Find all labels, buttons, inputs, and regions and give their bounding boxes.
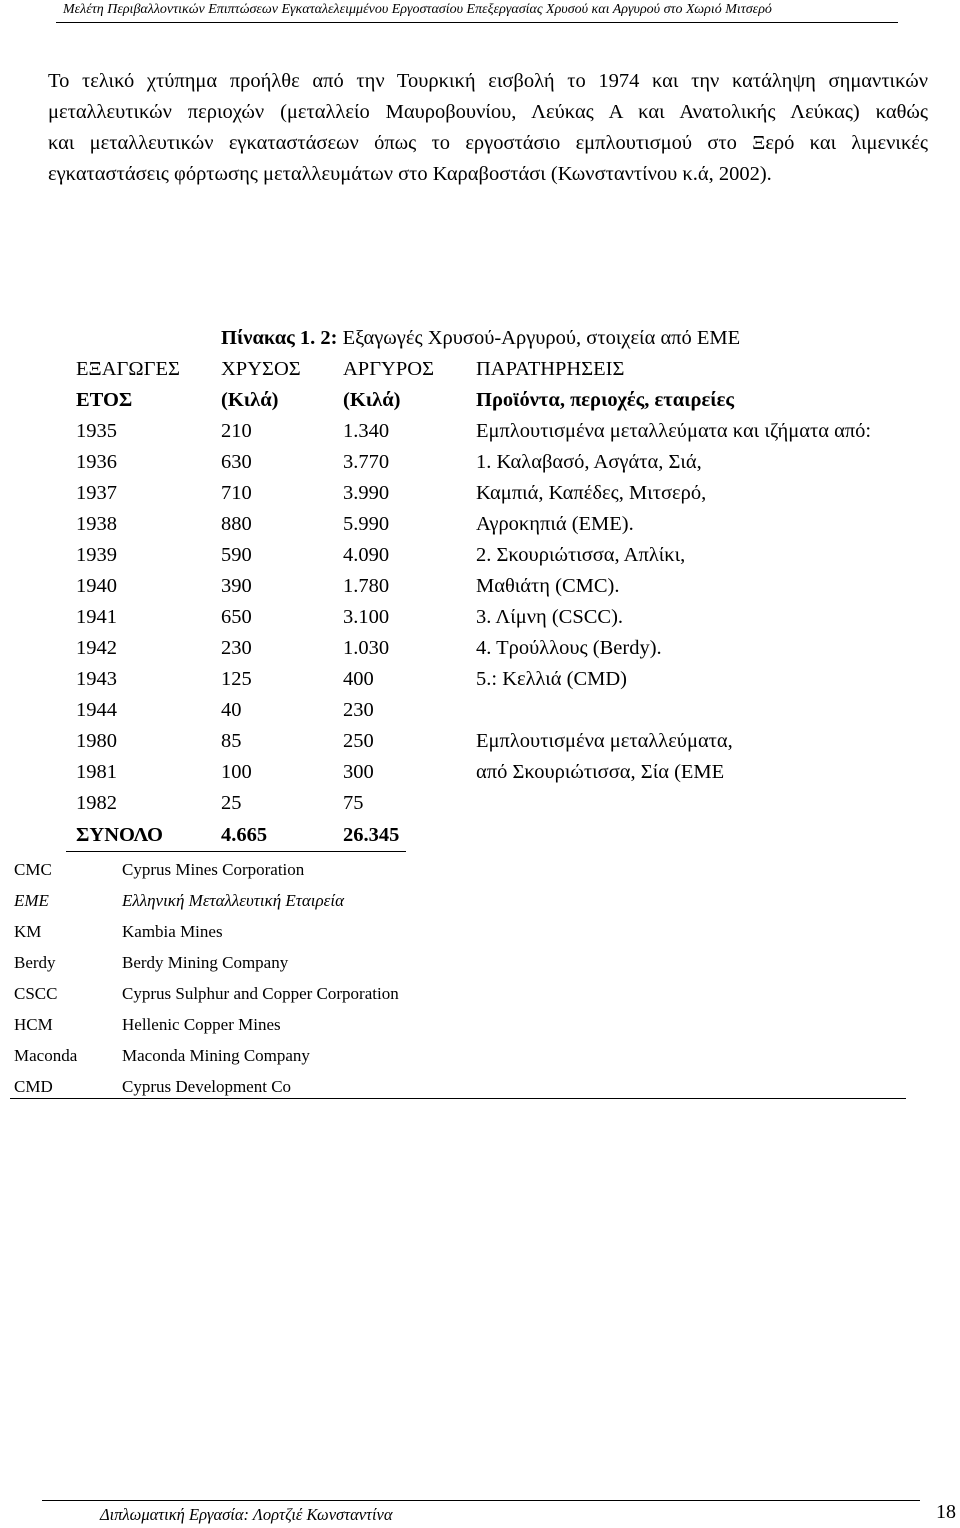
table-cell: 25 [221,792,242,814]
abbreviation-name: Berdy Mining Company [122,953,289,972]
abbreviation-name: Cyprus Sulphur and Copper Corporation [122,984,399,1003]
table-note-cell: Αγροκηπιά (ΕΜΕ). [476,513,634,535]
table-cell: 710 [221,482,252,504]
table-cell: 4.090 [343,544,390,566]
abbreviation-code: HCM [14,1015,53,1034]
footer-text: Διπλωματική Εργασία: Λορτζιέ Κωνσταντίνα [100,1505,393,1524]
paragraph-line: και μεταλλευτικών εγκαταστάσεων όπως το εργοστάσιο εμπλουτισμού στο Ξερό και λιμενικές [48,132,928,154]
table-cell: 1940 [76,575,117,597]
table-cell: 5.990 [343,513,390,535]
abbreviation-code: CMC [14,860,52,879]
abbreviation-code: CSCC [14,984,58,1003]
table-header-cell: ΑΡΓΥΡΟΣ [343,358,434,380]
abbreviation-rule [10,1098,906,1099]
abbreviation-name: Hellenic Copper Mines [122,1015,281,1034]
abbreviation-code: Maconda [14,1046,78,1065]
table-cell: 1935 [76,420,117,442]
abbreviation-name: Ελληνική Μεταλλευτική Εταιρεία [122,891,345,910]
table-cell: 3.100 [343,606,390,628]
table-caption-label: Πίνακας 1. 2: [221,327,338,349]
abbreviation-name: Cyprus Development Co [122,1077,292,1096]
abbreviation-code: CMD [14,1077,53,1096]
body-paragraph [48,66,928,190]
table-header-cell: ΠΑΡΑΤΗΡΗΣΕΙΣ [476,358,625,380]
table-cell: 590 [221,544,252,566]
table-header-cell: (Κιλά) [343,389,401,411]
table-total-cell: ΣΥΝΟΛΟ [76,824,163,846]
table-note-cell: Καμπιά, Καπέδες, Μιτσερό, [476,482,707,504]
table-header-cell: Προϊόντα, περιοχές, εταιρείες [476,389,735,411]
table-note-cell: Εμπλουτισμένα μεταλλεύματα, [476,730,733,752]
table-cell: 1936 [76,451,117,473]
table-cell: 250 [343,730,374,752]
abbreviation-code: Berdy [14,953,56,972]
table-cell: 1.340 [343,420,390,442]
table-cell: 1982 [76,792,117,814]
table-cell: 300 [343,761,374,783]
total-rule [66,851,406,852]
table-cell: 1.780 [343,575,390,597]
table-cell: 40 [221,699,242,721]
table-note-cell: Εμπλουτισμένα μεταλλεύματα και ιζήματα από: [476,420,872,442]
table-cell: 650 [221,606,252,628]
table-total-cell: 26.345 [343,824,400,846]
table-cell: 1939 [76,544,117,566]
table-header-cell: ΕΞΑΓΩΓΕΣ [76,358,180,380]
abbreviation-code: KM [14,922,42,941]
table-cell: 1937 [76,482,117,504]
table-cell: 230 [221,637,252,659]
table-cell: 1944 [76,699,117,721]
table-cell: 630 [221,451,252,473]
paragraph-line: μεταλλευτικών περιοχών (μεταλλείο Μαυροβουνίου, Λεύκας Α και Ανατολικής Λεύκας) καθώς [48,101,928,123]
table-note-cell: 3. Λίμνη (CSCC). [476,606,624,628]
table-header-cell: ΕΤΟΣ [76,389,133,411]
page-number: 18 [936,1501,956,1523]
table-note-cell: από Σκουριώτισσα, Σία (ΕΜΕ [476,761,725,783]
table-cell: 1.030 [343,637,390,659]
table-note-cell: Μαθιάτη (CMC). [476,575,620,597]
table-note-cell: 1. Καλαβασό, Ασγάτα, Σιά, [476,451,702,473]
running-title: Μελέτη Περιβαλλοντικών Επιπτώσεων Εγκαταλελειμμένου Εργοστασίου Επεξεργασίας Χρυσού και Αργυρού στο Χωριό Μιτσερό [63,2,772,17]
table-cell: 400 [343,668,374,690]
table-cell: 210 [221,420,252,442]
table-header-cell: (Κιλά) [221,389,279,411]
table-cell: 1943 [76,668,117,690]
table-cell: 1938 [76,513,117,535]
running-header [0,0,960,22]
abbreviation-name: Cyprus Mines Corporation [122,860,305,879]
table-cell: 1981 [76,761,117,783]
table-cell: 390 [221,575,252,597]
table-cell: 75 [343,792,364,814]
table-caption [221,327,740,350]
abbreviation-code: ΕΜΕ [14,891,49,910]
table-total-cell: 4.665 [221,824,268,846]
abbreviation-name: Kambia Mines [122,922,223,941]
table-cell: 1941 [76,606,117,628]
table-note-cell: 4. Τρούλλους (Berdy). [476,637,662,659]
table-cell: 1980 [76,730,117,752]
table-note-cell: 5.: Κελλιά (CMD) [476,668,627,690]
table-cell: 85 [221,730,242,752]
paragraph-line: Το τελικό χτύπημα προήλθε από την Τουρκική εισβολή το 1974 και την κατάληψη σημαντικών [48,70,928,92]
table-cell: 3.990 [343,482,390,504]
table-cell: 125 [221,668,252,690]
table-header-cell: ΧΡΥΣΟΣ [221,358,301,380]
footer-rule [42,1500,920,1501]
table-cell: 230 [343,699,374,721]
table-caption-text: Εξαγωγές Χρυσού-Αργυρού, στοιχεία από ΕΜΕ [337,327,741,349]
table-cell: 1942 [76,637,117,659]
table-cell: 3.770 [343,451,390,473]
table-cell: 880 [221,513,252,535]
abbreviation-name: Maconda Mining Company [122,1046,310,1065]
table-cell: 100 [221,761,252,783]
paragraph-line: εγκαταστάσεις φόρτωσης μεταλλευμάτων στο Καραβοστάσι (Κωνσταντίνου κ.ά, 2002). [48,163,772,185]
table-note-cell: 2. Σκουριώτισσα, Απλίκι, [476,544,686,566]
header-rule [56,22,898,23]
